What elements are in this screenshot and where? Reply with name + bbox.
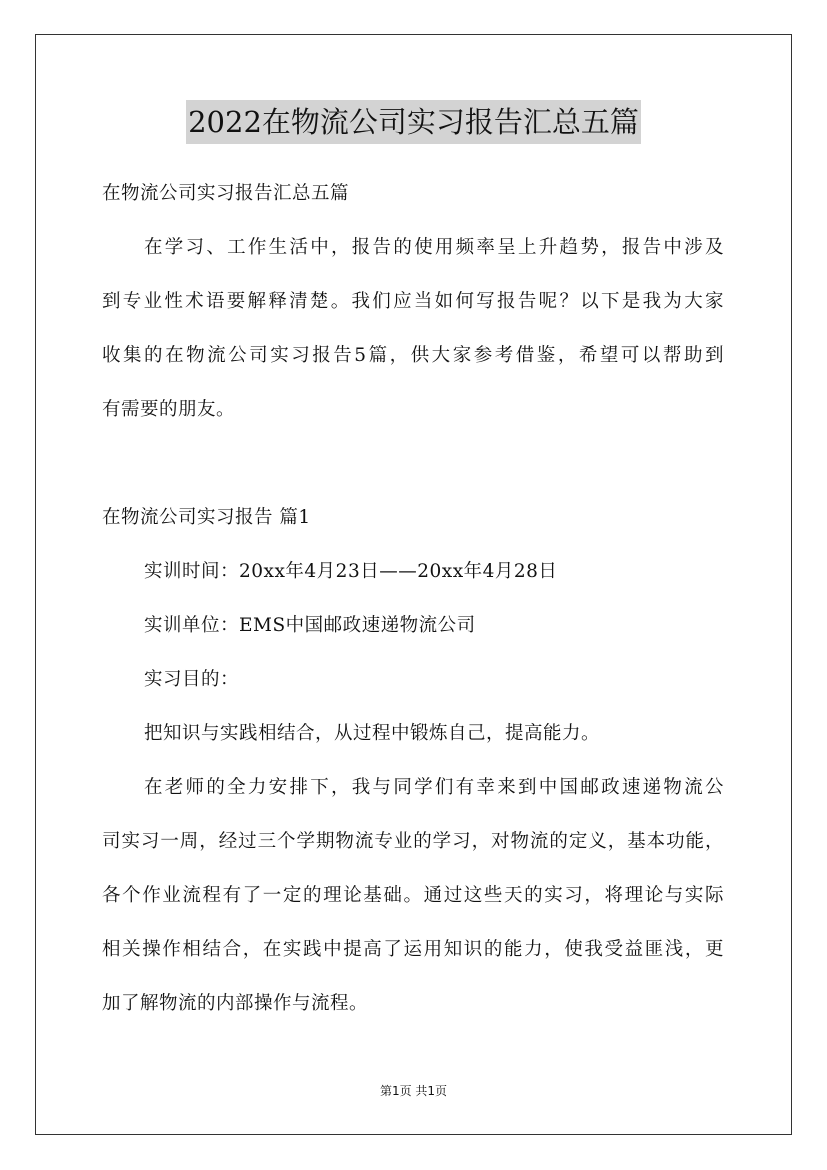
paragraph-line: 有需要的朋友。 [102,399,236,420]
title-container [0,100,827,144]
subtitle-line: 在物流公司实习报告汇总五篇 [102,183,350,204]
paragraph-line: 相关操作相结合，在实践中提高了运用知识的能力，使我受益匪浅，更 [102,939,724,960]
section-heading: 在物流公司实习报告 篇1 [102,507,311,528]
purpose-text: 把知识与实践相结合，从过程中锻炼自己，提高能力。 [144,723,601,744]
page-footer [0,1083,827,1099]
page-number-label: 第1页 共1页 [379,1084,448,1098]
paragraph-line: 司实习一周，经过三个学期物流专业的学习，对物流的定义，基本功能， [102,831,724,852]
paragraph-line: 收集的在物流公司实习报告5篇，供大家参考借鉴，希望可以帮助到 [102,345,724,366]
paragraph-line: 在学习、工作生活中，报告的使用频率呈上升趋势，报告中涉及 [144,237,724,258]
purpose-label: 实习目的： [144,669,240,690]
training-unit: 实训单位：EMS中国邮政速递物流公司 [144,615,476,636]
paragraph-line: 在老师的全力安排下，我与同学们有幸来到中国邮政速递物流公 [144,777,724,798]
paragraph-line: 到专业性术语要解释清楚。我们应当如何写报告呢？以下是我为大家 [102,291,724,312]
paragraph-line: 加了解物流的内部操作与流程。 [102,993,369,1014]
document-title: 2022在物流公司实习报告汇总五篇 [186,100,641,144]
training-time: 实训时间：20xx年4月23日——20xx年4月28日 [144,561,558,582]
paragraph-line: 各个作业流程有了一定的理论基础。通过这些天的实习，将理论与实际 [102,885,724,906]
